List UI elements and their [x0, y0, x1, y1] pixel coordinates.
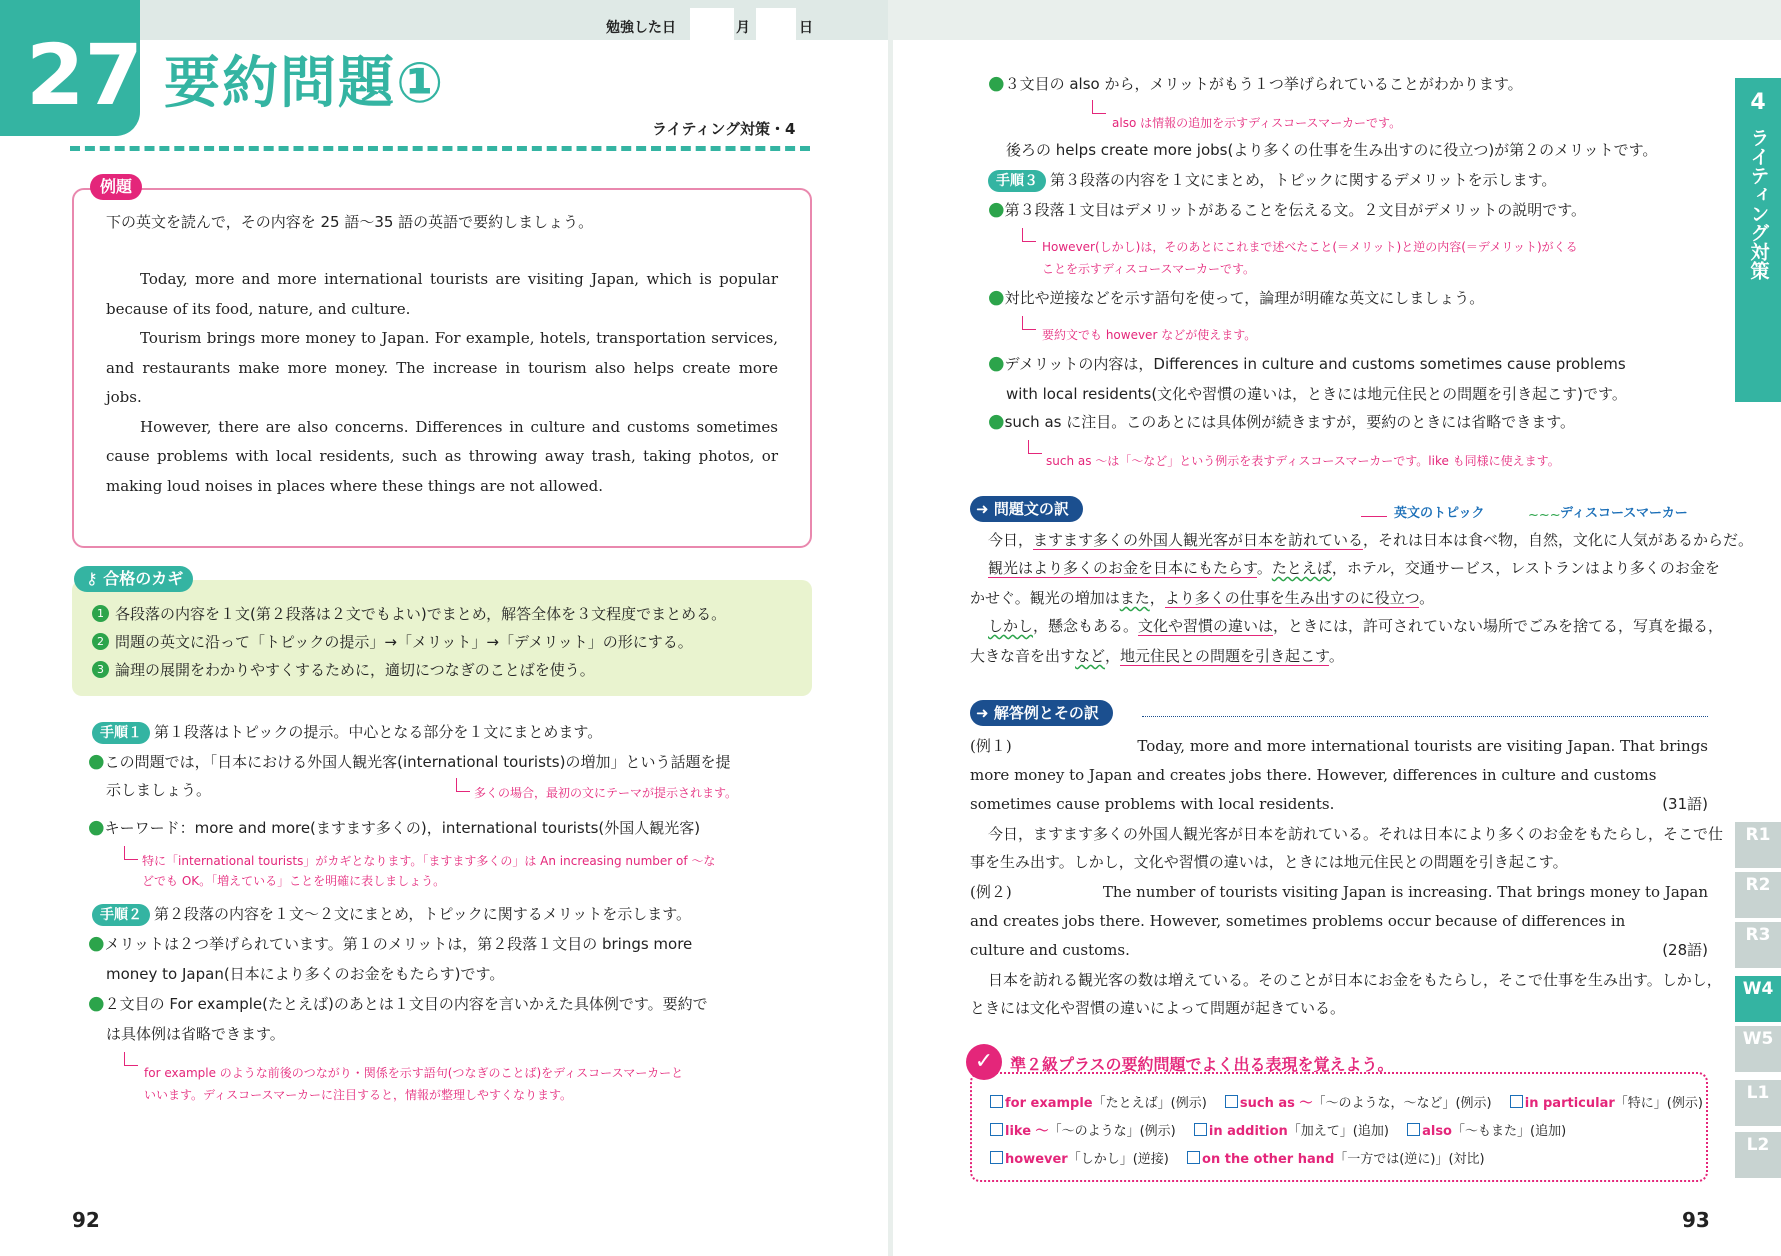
study-date-label: 勉強した日	[606, 20, 676, 36]
bullet-demerit-content	[988, 350, 1626, 379]
sidebar-active-text: ライティング対策	[1747, 128, 1770, 280]
marker-phrase: また	[1119, 589, 1150, 607]
answer-label-text: 解答例とその訳	[993, 704, 1099, 722]
note-arrow-icon	[1028, 440, 1042, 454]
key-point-text: 問題の英文に沿って「トピックの提示」→「メリット」→「デメリット」の形にする。	[115, 633, 693, 651]
expression-item	[1194, 1124, 1389, 1139]
day-label: 日	[799, 20, 813, 36]
answer-line	[970, 936, 1708, 965]
step-text: 第２段落の内容を１文～２文にまとめ，トピックに関するメリットを示します。	[154, 905, 692, 923]
bullet-also	[988, 70, 1523, 99]
expression-en: in addition	[1208, 1124, 1288, 1139]
bullet-icon: ●	[988, 410, 1005, 432]
text-segment: ，それは日本は食べ物，自然，文化に人気があるからだ。	[1363, 531, 1754, 549]
expression-item	[1225, 1096, 1492, 1111]
bullet-such-as	[988, 408, 1575, 437]
checkbox[interactable]	[990, 1151, 1003, 1164]
bullet-text: メリットは２つ挙げられています。第１のメリットは，第２段落１文目の brings more	[104, 935, 693, 953]
answer-ja-line: 今日，ますます多くの外国人観光客が日本を訪れている。それは日本により多くのお金をもたらし，そこで仕	[988, 825, 1724, 843]
answer-line: and creates jobs there. However, sometimes problems occur because of differences in	[970, 912, 1626, 930]
passage-paragraph: Tourism brings more money to Japan. For example, hotels, transportation services, and restaurants make more money. The increase in tourism also helps create more jobs.	[106, 329, 778, 406]
text-segment: 今日，	[988, 531, 1034, 549]
key-point-number: 2	[92, 633, 109, 650]
answer-divider	[1142, 716, 1708, 717]
example-label: 例題	[90, 174, 142, 200]
key-point-text: 論理の展開をわかりやすくするために，適切につなぎのことばを使う。	[115, 661, 595, 679]
expression-en: in particular	[1524, 1096, 1615, 1111]
bullet-keyword	[88, 814, 700, 843]
bullet-demerit	[988, 196, 1586, 225]
answer-line	[970, 732, 1708, 761]
example-instruction: 下の英文を読んで，その内容を 25 語～35 語の英語で要約しましょう。	[106, 213, 594, 231]
lesson-number: 27	[26, 26, 143, 124]
check-icon: ✓	[966, 1044, 1002, 1080]
expression-ja: 「しかし」(逆接)	[1067, 1152, 1169, 1167]
checkbox[interactable]	[990, 1095, 1003, 1108]
legend-topic: 英文のトピック	[1394, 506, 1485, 521]
sidebar-active-number: 4	[1750, 90, 1766, 115]
translation-label-text: 問題文の訳	[993, 500, 1069, 518]
bullet-icon: ●	[988, 72, 1005, 94]
answer-label	[970, 700, 1113, 726]
note-arrow-icon	[1092, 100, 1106, 114]
bullet-text: 対比や逆接などを示す語句を使って，論理が明確な英文にしましょう。	[1004, 289, 1485, 307]
step2	[92, 900, 691, 929]
translation-line	[970, 584, 1434, 613]
answer-line: more money to Japan and creates jobs there. However, differences in culture and customs	[970, 766, 1657, 784]
marker-phrase: しかし	[988, 617, 1034, 635]
step-tag: 手順１	[92, 722, 150, 744]
bullet-icon: ●	[988, 286, 1005, 308]
expression-ja: 「～のような」(例示)	[1048, 1124, 1176, 1139]
day-box[interactable]	[756, 8, 796, 40]
passage-paragraph: Today, more and more international tourists are visiting Japan, which is popular because of its food, nature, and culture.	[106, 270, 778, 318]
sidebar-tab-r3[interactable]: R3	[1735, 922, 1781, 968]
expression-ja: 「～もまた」(追加)	[1452, 1124, 1567, 1139]
bullet-icon: ●	[88, 992, 105, 1014]
answer-example-1	[970, 732, 1708, 819]
month-label: 月	[736, 20, 750, 36]
note-arrow-icon	[456, 778, 470, 792]
bullet-icon: ●	[88, 750, 105, 772]
note: 多くの場合，最初の文にテーマが提示されます。	[474, 786, 738, 800]
word-count: (31語)	[1662, 795, 1708, 813]
topic-phrase: ますます多くの外国人観光客が日本を訪れている	[1033, 531, 1364, 549]
note-arrow-icon	[124, 1052, 138, 1066]
expression-ja: 「～のような，～など」(例示)	[1312, 1096, 1492, 1111]
plus-title: 準２級プラスの要約問題でよく出る表現を覚えよう。	[1010, 1055, 1394, 1074]
text-segment: ，	[1149, 589, 1165, 607]
answer-line	[970, 878, 1708, 907]
answer-text: Today, more and more international tourists are visiting Japan. That brings	[1137, 737, 1708, 755]
sidebar-tab-w4[interactable]: W4	[1735, 976, 1781, 1022]
key-point-text: 各段落の内容を１文(第２段落は２文でもよい)でまとめ，解答全体を３文程度でまとめる。	[115, 605, 727, 623]
note: also は情報の追加を示すディスコースマーカーです。	[1112, 116, 1402, 130]
left-page	[0, 0, 888, 1256]
bullet-topic-cont: 示しましょう。	[106, 781, 212, 799]
key-icon: ⚷	[86, 569, 104, 588]
bullet-topic	[88, 748, 730, 777]
step-text: 第３段落の内容を１文にまとめ，トピックに関するデメリットを示します。	[1050, 171, 1557, 189]
title-divider	[70, 146, 810, 151]
text-segment: ，ときには，許可されていない場所でごみを捨てる，写真を撮る，	[1273, 617, 1724, 635]
step-text: 第１段落はトピックの提示。中心となる部分を１文にまとめます。	[154, 723, 603, 741]
translation-line	[988, 612, 1723, 641]
bullet-text: デメリットの内容は，Differences in culture and customs sometimes cause problems	[1004, 355, 1626, 373]
answer-ja-line: 事を生み出す。しかし，文化や習慣の違いは，ときには地元住民との問題を引き起こす。	[970, 853, 1568, 871]
key-point	[92, 600, 726, 629]
bullet-text: この問題では，「日本における外国人観光客(international tourists)の増加」という話題を提	[104, 753, 731, 771]
expression-item	[990, 1124, 1176, 1139]
expression-en: on the other hand	[1202, 1152, 1335, 1167]
word-count: (28語)	[1662, 941, 1708, 959]
topic-phrase: より多くの仕事を生み出すのに役立つ	[1164, 589, 1420, 607]
answer-text: The number of tourists visiting Japan is increasing. That brings money to Japan	[1102, 883, 1708, 901]
note: for example のような前後のつながり・関係を示す語句(つなぎのことば)をディスコースマーカーと	[144, 1066, 684, 1080]
expression-ja: 「加えて」(追加)	[1287, 1124, 1389, 1139]
bullet-icon: ●	[988, 352, 1005, 374]
topic-phrase: 地元住民との問題を引き起こす	[1120, 647, 1329, 665]
section-label: ライティング対策・4	[652, 120, 796, 138]
checkbox[interactable]	[1510, 1095, 1523, 1108]
note: ことを示すディスコースマーカーです。	[1042, 262, 1256, 276]
expression-en: also	[1422, 1124, 1452, 1139]
bullet-icon: ●	[88, 932, 105, 954]
expression-item	[1407, 1124, 1566, 1139]
step3	[988, 166, 1556, 195]
arrow-right-icon: ➜	[976, 704, 989, 722]
sidebar-tab-r1[interactable]: R1	[1735, 822, 1781, 868]
passage-paragraph: However, there are also concerns. Differences in culture and customs sometimes cause problems with local residents, such as throwing away trash, taking photos, or making loud noises in places where these things are not allowed.	[106, 417, 778, 495]
bullet-logic	[988, 284, 1484, 313]
translation-line	[988, 554, 1720, 583]
lesson-title: 要約問題①	[164, 51, 446, 116]
bullet-text: キーワード：more and more(ますます多くの)，international tourists(外国人観光客)	[104, 819, 701, 837]
key-point	[92, 628, 693, 657]
bullet-merit	[88, 930, 692, 959]
text-segment: 。	[1328, 647, 1344, 665]
note: どでも OK。「増えている」ことを明確に表しましょう。	[142, 874, 446, 888]
answer-text: culture and customs.	[970, 941, 1130, 959]
answer-ja-line: ときには文化や習慣の違いによって問題が起きている。	[970, 999, 1346, 1017]
expression-item	[990, 1152, 1169, 1167]
bullet-text: ３文目の also から，メリットがもう１つ挙げられていることがわかります。	[1004, 75, 1523, 93]
answer-text: sometimes cause problems with local residents.	[970, 795, 1335, 813]
step-tag: 手順３	[988, 170, 1046, 192]
text-segment: ，ホテル，交通サービス，レストランはより多くのお金を	[1331, 559, 1720, 577]
bullet-icon: ●	[88, 816, 105, 838]
month-box[interactable]	[690, 8, 734, 40]
checkbox[interactable]	[990, 1123, 1003, 1136]
expression-ja: 「一方では(逆に)」(対比)	[1334, 1152, 1485, 1167]
answer-ja-line: 日本を訪れる観光客の数は増えている。そのことが日本にお金をもたらし，そこで仕事を生み出す。しかし，	[988, 971, 1722, 989]
note: 要約文でも however などが使えます。	[1042, 328, 1257, 342]
sidebar-tab-r2[interactable]: R2	[1735, 872, 1781, 918]
plus-row	[990, 1148, 1485, 1167]
translation-line	[988, 526, 1753, 555]
sidebar-tab-l2[interactable]: L2	[1735, 1132, 1781, 1178]
note-arrow-icon	[1022, 316, 1036, 330]
step1	[92, 718, 602, 747]
example-number: (例１)	[970, 737, 1012, 755]
answer-line	[970, 790, 1708, 819]
sidebar-tab-l1[interactable]: L1	[1735, 1080, 1781, 1126]
bullet-merit-cont: money to Japan(日本により多くのお金をもたらす)です。	[106, 965, 505, 983]
answer-example-2	[970, 878, 1708, 965]
note-arrow-icon	[1022, 228, 1036, 242]
bullet-text: 第３段落１文目はデメリットがあることを伝える文。２文目がデメリットの説明です。	[1004, 201, 1586, 219]
key-point-number: 1	[92, 605, 109, 622]
key-label-text: 合格のカギ	[103, 569, 184, 588]
key-label	[74, 566, 193, 592]
key-point-number: 3	[92, 661, 109, 678]
plus-row	[990, 1120, 1566, 1139]
text-segment: ，	[1105, 647, 1121, 665]
expression-en: such as ～	[1239, 1096, 1313, 1111]
checkbox[interactable]	[1194, 1123, 1207, 1136]
bullet-example	[88, 990, 708, 1019]
example-number: (例２)	[970, 883, 1012, 901]
page-number-left: 92	[72, 1208, 100, 1232]
expression-en: however	[1005, 1152, 1068, 1167]
arrow-right-icon: ➜	[976, 500, 989, 518]
expression-ja: 「たとえば」(例示)	[1092, 1096, 1207, 1111]
note: 特に「international tourists」がカギとなります。「ますます多くの」は An increasing number of ～な	[142, 854, 716, 868]
bullet-example-cont: は具体例は省略できます。	[106, 1025, 285, 1043]
expression-item	[1187, 1152, 1485, 1167]
text-segment: かせぐ。観光の増加は	[970, 589, 1120, 607]
example-passage	[106, 265, 778, 501]
expression-ja: 「特に」(例示)	[1614, 1096, 1703, 1111]
note: such as ～は「～など」という例示を表すディスコースマーカーです。like も同様に使えます。	[1046, 454, 1560, 468]
expression-en: for example	[1005, 1096, 1093, 1111]
translation-line	[970, 642, 1344, 671]
expression-item	[990, 1096, 1207, 1111]
note-arrow-icon	[124, 846, 138, 860]
text-segment: ，懸念もある。	[1033, 617, 1139, 635]
text-segment: 大きな音を出す	[970, 647, 1076, 665]
sidebar-tab-w5[interactable]: W5	[1735, 1026, 1781, 1072]
bullet-text: such as に注目。このあとには具体例が続きますが，要約のときには省略できます。	[1004, 413, 1576, 431]
checkbox[interactable]	[1407, 1123, 1420, 1136]
topic-phrase: 観光はより多くのお金を日本にもたらす	[988, 559, 1257, 577]
merit-line: 後ろの helps create more jobs(より多くの仕事を生み出すのに役立つ)が第２のメリットです。	[1006, 141, 1658, 159]
legend-wavy-swatch: ~~~	[1528, 508, 1561, 523]
step-tag: 手順２	[92, 904, 150, 926]
expression-en: like ～	[1005, 1124, 1049, 1139]
legend-underline-swatch	[1361, 516, 1387, 517]
topic-phrase: 文化や習慣の違いは	[1138, 617, 1274, 635]
expression-item	[1510, 1096, 1703, 1111]
checkbox[interactable]	[1187, 1151, 1200, 1164]
text-segment: 。	[1256, 559, 1272, 577]
marker-phrase: たとえば	[1271, 559, 1332, 577]
note: However(しかし)は，そのあとにこれまで述べたこと(＝メリット)と逆の内容(＝デメリット)がくる	[1042, 240, 1578, 254]
translation-label	[970, 496, 1083, 522]
checkbox[interactable]	[1225, 1095, 1238, 1108]
bullet-icon: ●	[988, 198, 1005, 220]
key-point	[92, 656, 595, 685]
page-number-right: 93	[1682, 1208, 1710, 1232]
text-segment: 。	[1419, 589, 1435, 607]
header-band-right	[893, 0, 1781, 40]
marker-phrase: など	[1075, 647, 1106, 665]
plus-row	[990, 1092, 1703, 1111]
legend-marker: ディスコースマーカー	[1560, 506, 1688, 521]
bullet-demerit-content-cont: with local residents(文化や習慣の違いは，ときには地元住民との問題を引き起こす)です。	[1006, 385, 1627, 403]
bullet-text: ２文目の For example(たとえば)のあとは１文目の内容を言いかえた具体例です。要約で	[104, 995, 708, 1013]
note: いいます。ディスコースマーカーに注目すると，情報が整理しやすくなります。	[144, 1088, 573, 1102]
